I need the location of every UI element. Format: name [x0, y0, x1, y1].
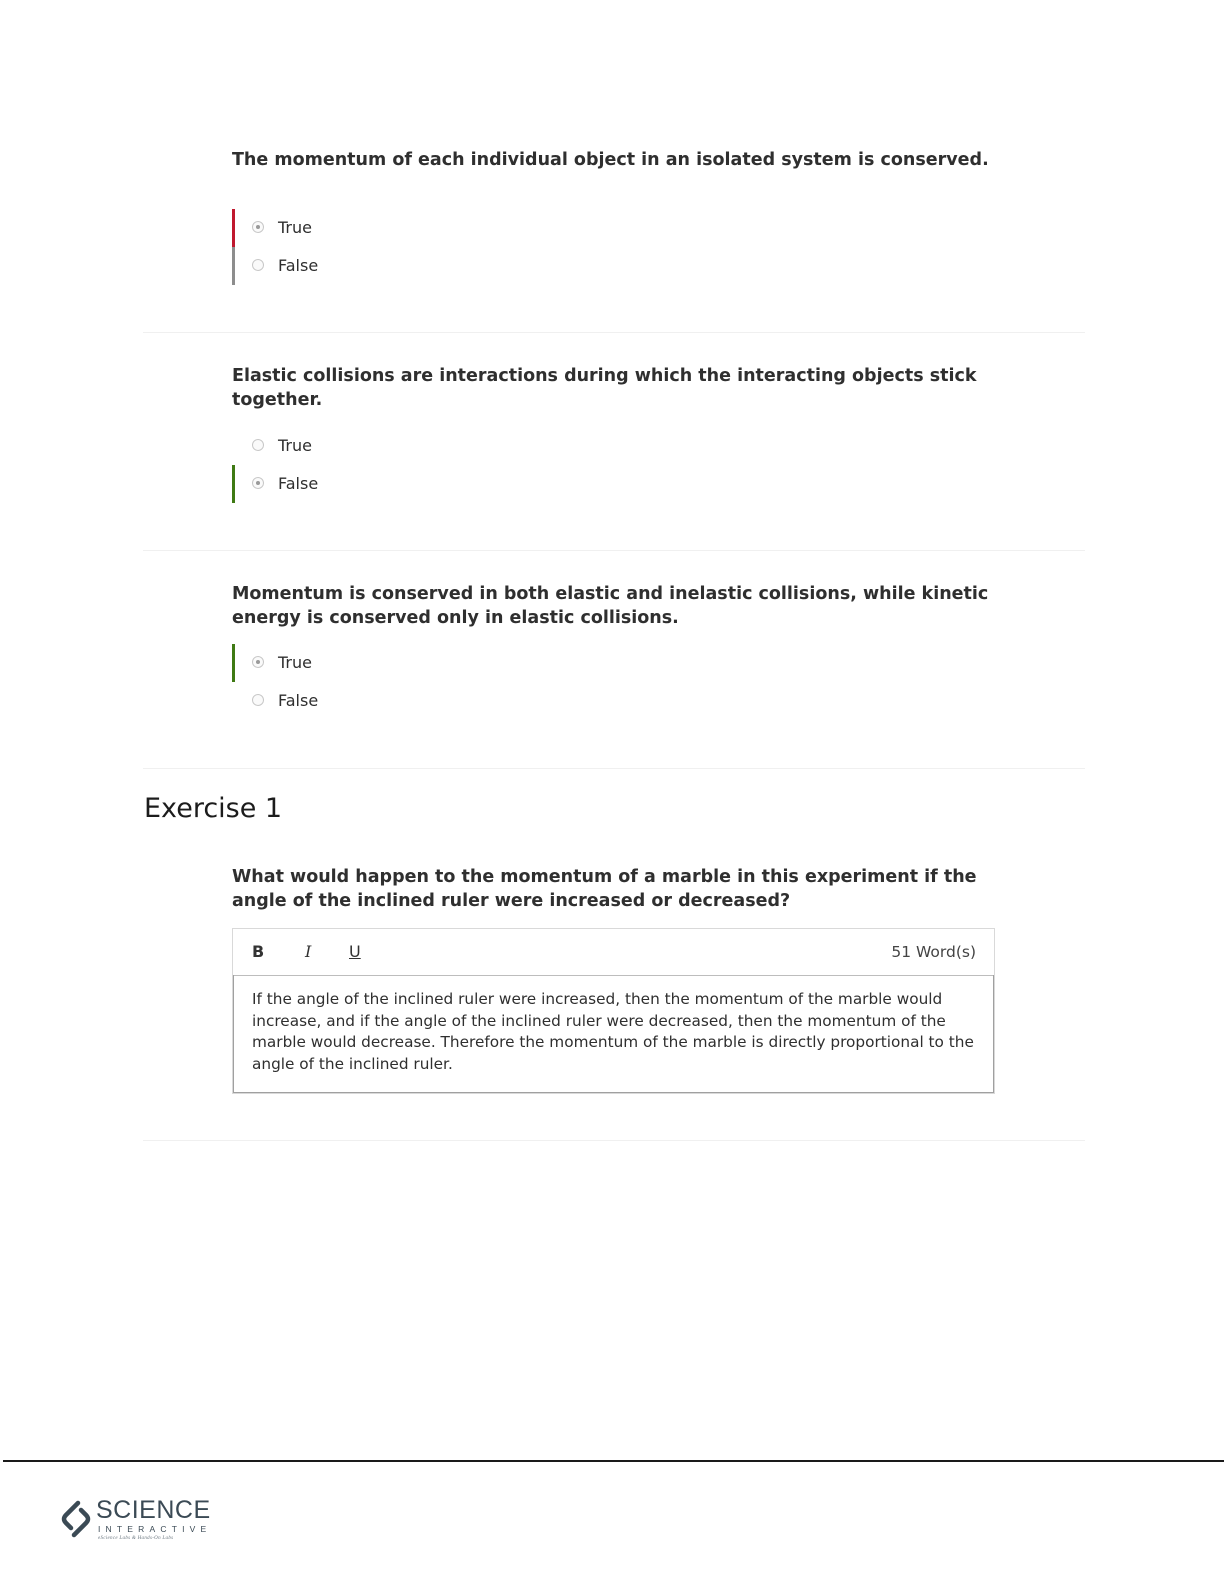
- neutral-indicator: [232, 247, 235, 285]
- option-label: True: [278, 653, 312, 672]
- correct-indicator: [232, 644, 235, 682]
- option-label: False: [278, 691, 319, 710]
- option-false[interactable]: [232, 682, 532, 720]
- divider: [143, 1140, 1085, 1141]
- option-label: True: [278, 218, 312, 237]
- option-false[interactable]: [232, 247, 532, 285]
- underline-button[interactable]: U: [349, 942, 361, 961]
- logo-wordmark: SCIENCE: [96, 1496, 211, 1524]
- question-text: The momentum of each individual object in an isolated system is conserved.: [232, 150, 989, 170]
- footer-rule: [3, 1460, 1224, 1462]
- science-interactive-logo: [60, 1497, 220, 1547]
- exercise-title: Exercise 1: [144, 793, 283, 824]
- radio-button-selected[interactable]: [252, 477, 264, 489]
- divider: [143, 550, 1085, 551]
- option-label: False: [278, 474, 319, 493]
- radio-button-selected[interactable]: [252, 656, 264, 668]
- incorrect-indicator: [232, 209, 235, 247]
- question-text: Momentum is conserved in both elastic and inelastic collisions, while kinetic energy is conserved only in elastic collisions.: [232, 584, 989, 628]
- italic-button[interactable]: I: [305, 942, 312, 961]
- radio-button[interactable]: [252, 694, 264, 706]
- editor-toolbar: [233, 929, 994, 976]
- word-count: 51 Word(s): [891, 943, 976, 961]
- logo-subtitle: INTERACTIVE: [98, 1524, 212, 1534]
- logo-tagline: eScience Labs & Hands-On Labs: [98, 1536, 174, 1541]
- option-true[interactable]: [232, 644, 532, 682]
- divider: [143, 768, 1085, 769]
- radio-button[interactable]: [252, 259, 264, 271]
- divider: [143, 332, 1085, 333]
- option-true[interactable]: [232, 427, 532, 465]
- option-label: False: [278, 256, 319, 275]
- exercise-question: What would happen to the momentum of a marble in this experiment if the angle of the inclined ruler were increased or decreased?: [232, 867, 977, 911]
- option-true[interactable]: [232, 209, 532, 247]
- option-false[interactable]: [232, 465, 532, 503]
- logo-swirl-icon: [60, 1500, 92, 1538]
- option-label: True: [278, 436, 312, 455]
- answer-text-area[interactable]: If the angle of the inclined ruler were increased, then the momentum of the marble would increase, and if the angle of the inclined ruler were decreased, then the momentum of the marble would decrease. Therefore the momentum of the marble is directly proportional to the angle of the inclined ruler.: [233, 975, 994, 1093]
- radio-button[interactable]: [252, 439, 264, 451]
- radio-button-selected[interactable]: [252, 221, 264, 233]
- correct-indicator: [232, 465, 235, 503]
- answer-editor: [232, 928, 995, 1094]
- question-text: Elastic collisions are interactions during which the interacting objects stick together.: [232, 366, 977, 410]
- bold-button[interactable]: B: [252, 942, 265, 961]
